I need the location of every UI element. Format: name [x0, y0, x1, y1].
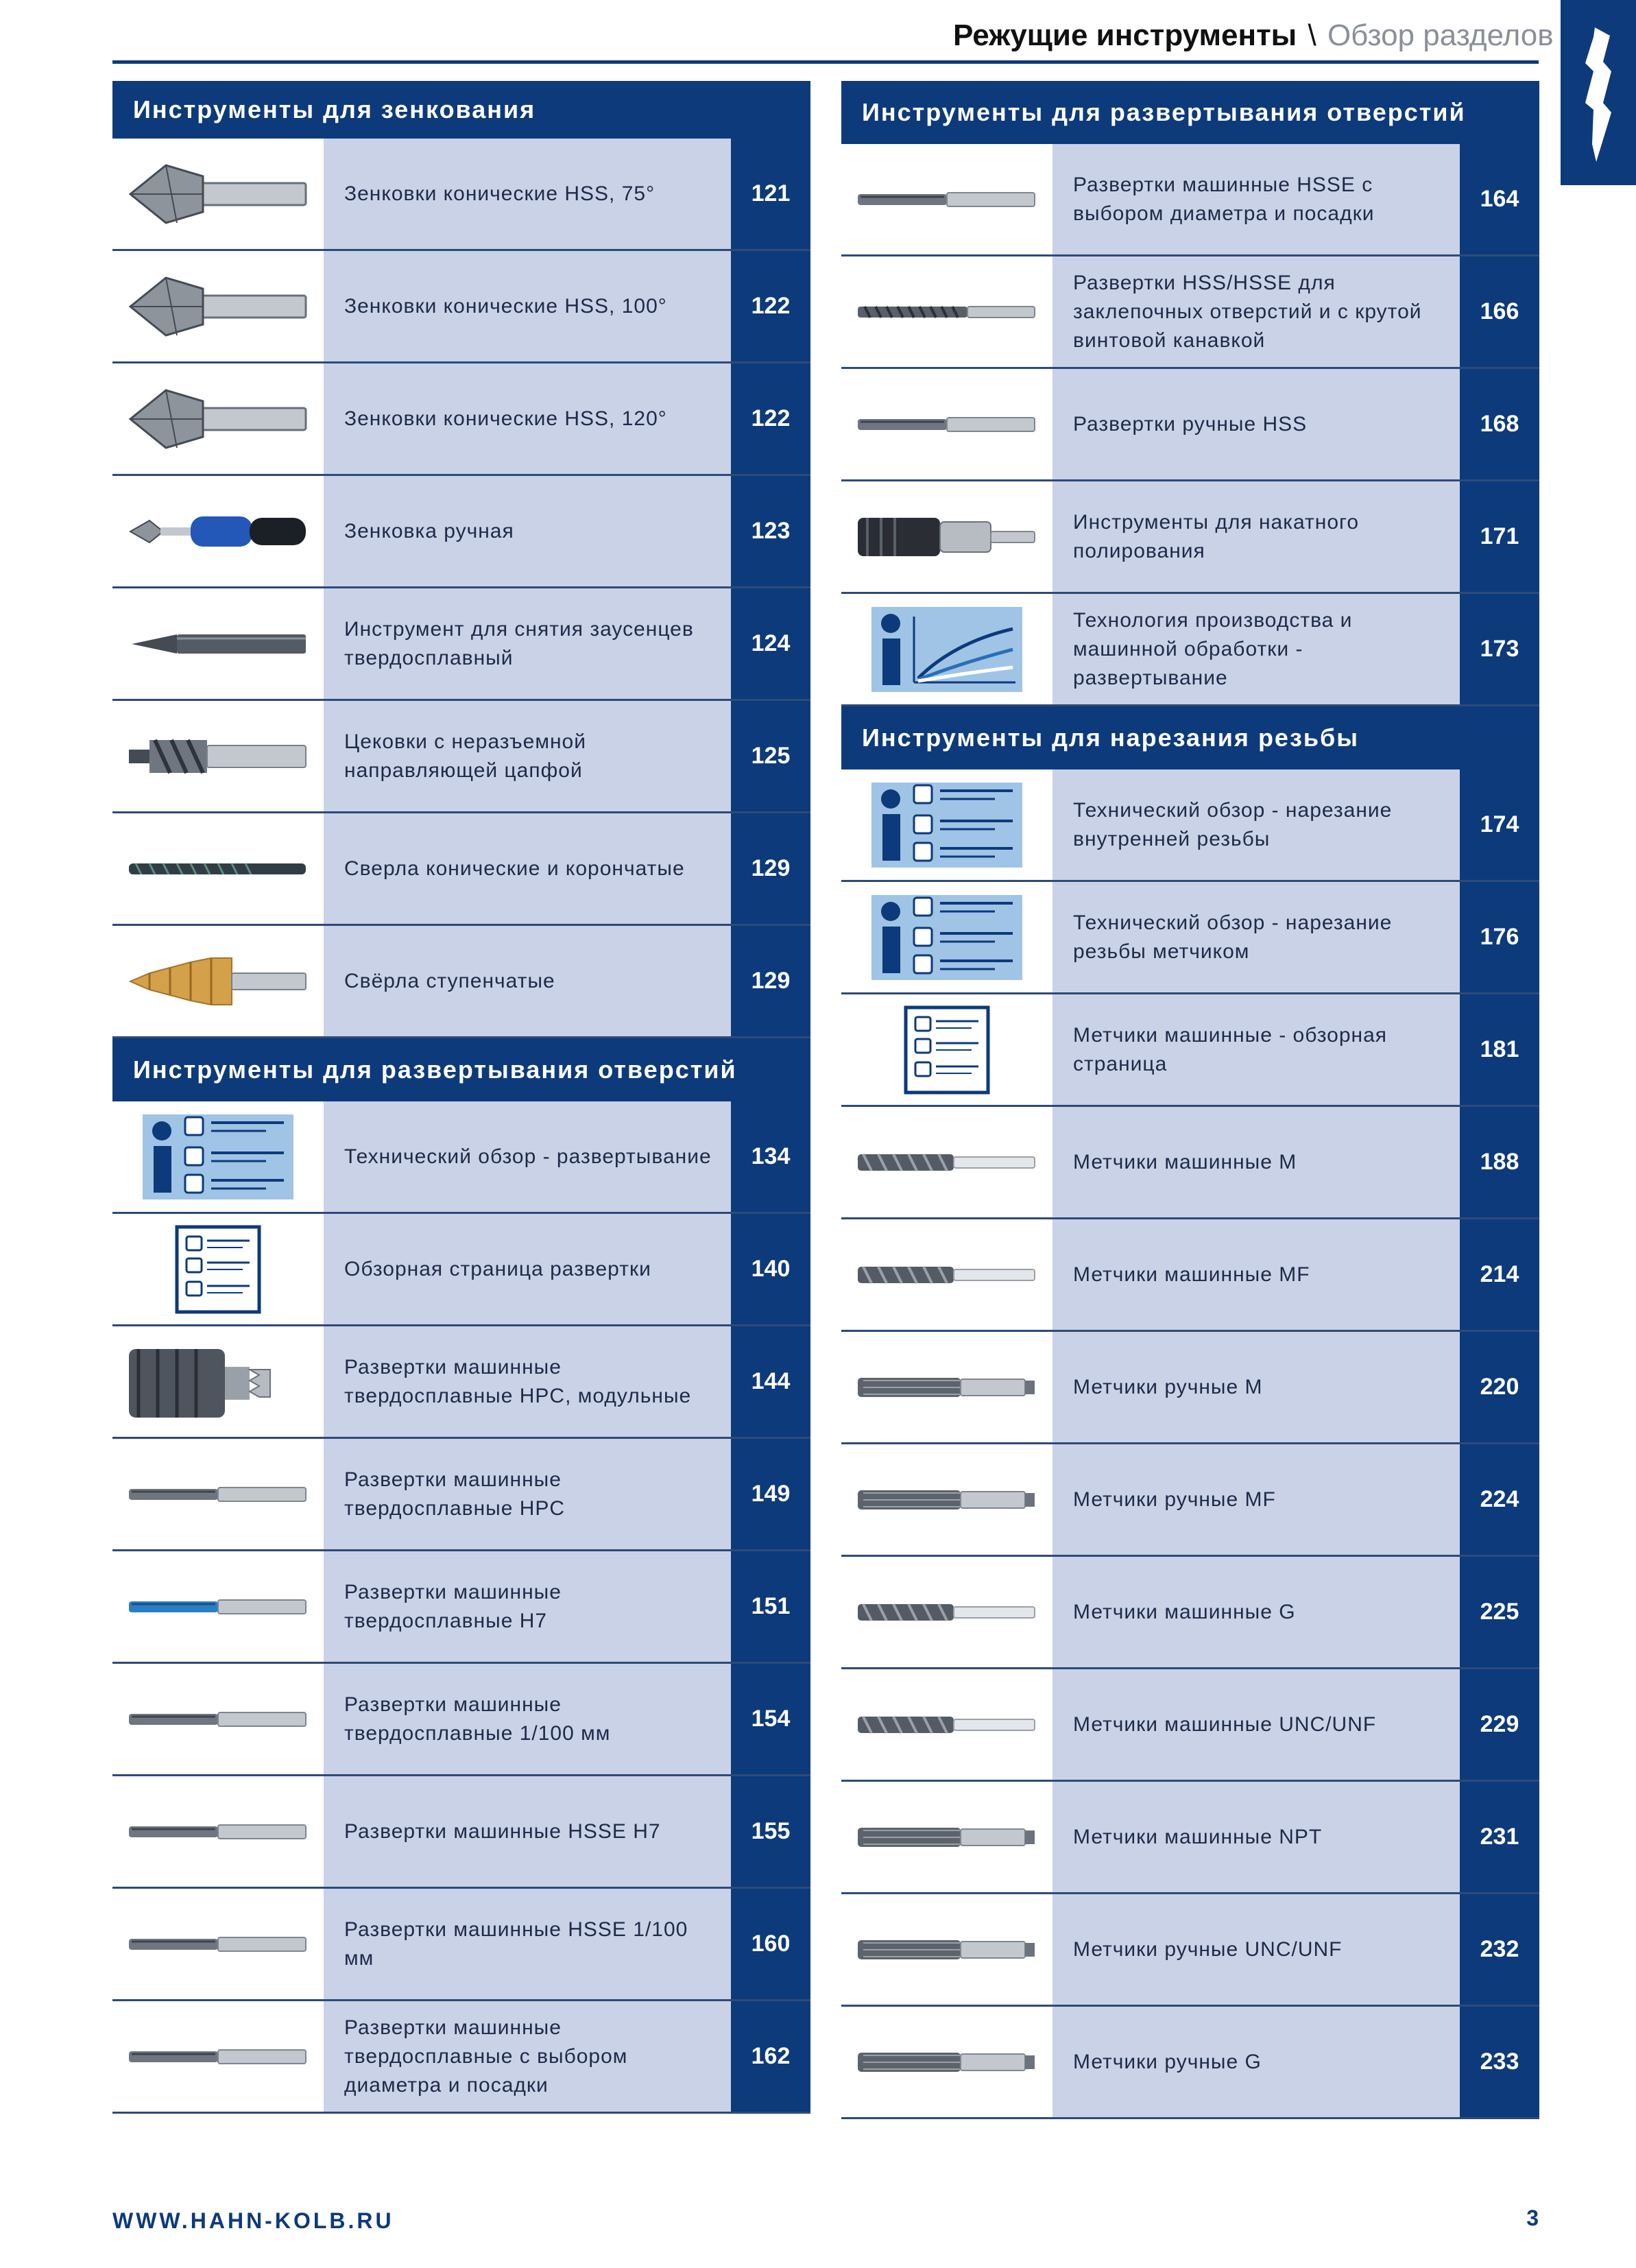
- catalog-row[interactable]: [112, 1101, 810, 1214]
- section-header: Инструменты для развертывания отверстий: [112, 1038, 810, 1101]
- catalog-row[interactable]: [112, 813, 810, 926]
- catalog-row[interactable]: [841, 256, 1539, 369]
- product-image: [112, 1101, 324, 1212]
- product-label: Метчики машинные - обзорная страница: [1052, 994, 1460, 1105]
- product-image: [841, 769, 1052, 880]
- product-image: [841, 994, 1052, 1105]
- page-ref[interactable]: 154: [731, 1664, 810, 1774]
- hand-tap-icon: [851, 1789, 1043, 1885]
- product-label: Инструмент для снятия заусенцев твердосплавный: [324, 588, 731, 699]
- product-label: Метчики машинные М: [1052, 1107, 1460, 1217]
- product-image: [112, 1776, 324, 1887]
- product-image: [841, 369, 1052, 479]
- spiral-reamer-icon: [851, 264, 1043, 360]
- page-header: [953, 15, 1554, 56]
- page-ref[interactable]: 129: [731, 926, 810, 1036]
- catalog-row[interactable]: [112, 1439, 810, 1551]
- product-label: Метчики ручные М: [1052, 1332, 1460, 1442]
- product-label: Развертки машинные твердосплавные с выбором диаметра и посадки: [324, 2001, 731, 2112]
- reamer-icon: [122, 2009, 314, 2105]
- page-ref[interactable]: 155: [731, 1776, 810, 1887]
- catalog-row[interactable]: [841, 594, 1539, 706]
- catalog-row[interactable]: [841, 1444, 1539, 1557]
- step-drill-icon: [122, 933, 314, 1029]
- left-column: [112, 81, 810, 2114]
- product-image: [112, 701, 324, 811]
- product-image: [112, 2001, 324, 2112]
- page-ref[interactable]: 232: [1460, 1894, 1539, 2005]
- catalog-row[interactable]: [112, 1214, 810, 1326]
- page-number: 3: [1526, 2206, 1539, 2230]
- product-image: [841, 1107, 1052, 1217]
- catalog-row[interactable]: [112, 1664, 810, 1776]
- roller-burnishing-icon: [851, 489, 1043, 585]
- page-ref[interactable]: 173: [1460, 594, 1539, 704]
- page-ref[interactable]: 231: [1460, 1782, 1539, 1892]
- counterbore-icon: [122, 708, 314, 804]
- reamer-icon: [122, 1671, 314, 1767]
- page-ref[interactable]: 224: [1460, 1444, 1539, 1555]
- catalog-row[interactable]: [841, 1669, 1539, 1782]
- product-label: Технический обзор - нарезание внутренней резьбы: [1052, 769, 1460, 880]
- drill-icon: [122, 821, 314, 917]
- catalog-row[interactable]: [112, 2001, 810, 2114]
- page-ref[interactable]: 144: [731, 1326, 810, 1437]
- product-label: Развертки ручные HSS: [1052, 369, 1460, 479]
- catalog-row[interactable]: [112, 1551, 810, 1664]
- catalog-row[interactable]: [841, 1557, 1539, 1669]
- product-image: [112, 926, 324, 1036]
- product-image: [112, 1214, 324, 1324]
- product-label: Развертки машинные твердосплавные HPC: [324, 1439, 731, 1549]
- catalog-row[interactable]: [112, 701, 810, 813]
- product-image: [841, 1782, 1052, 1892]
- product-image: [112, 1889, 324, 1999]
- product-image: [841, 2007, 1052, 2117]
- countersink-icon: [122, 146, 314, 242]
- product-label: Метчики ручные MF: [1052, 1444, 1460, 1555]
- product-image: [841, 1557, 1052, 1667]
- product-label: Метчики машинные NPT: [1052, 1782, 1460, 1892]
- product-image: [841, 144, 1052, 254]
- overview-list-icon: [122, 1221, 314, 1317]
- page-ref[interactable]: 129: [731, 813, 810, 924]
- product-image: [841, 481, 1052, 592]
- product-label: Цековки с неразъемной направляющей цапфой: [324, 701, 731, 811]
- catalog-row[interactable]: [841, 769, 1539, 882]
- page-ref[interactable]: 166: [1460, 256, 1539, 367]
- product-label: Сверла конические и корончатые: [324, 813, 731, 924]
- deburring-tool-icon: [122, 596, 314, 692]
- catalog-row[interactable]: [841, 1219, 1539, 1332]
- catalog-row[interactable]: [112, 1889, 810, 2001]
- reamer-icon: [122, 1446, 314, 1542]
- product-label: Зенковки конические HSS, 120°: [324, 363, 731, 474]
- product-label: Развертки машинные HSSE с выбором диаметра и посадки: [1052, 144, 1460, 254]
- page-ref[interactable]: 121: [731, 139, 810, 249]
- product-image: [112, 139, 324, 249]
- section-header: Инструменты для нарезания резьбы: [841, 706, 1539, 769]
- product-image: [841, 1219, 1052, 1330]
- page-ref[interactable]: 149: [731, 1439, 810, 1549]
- catalog-row[interactable]: [112, 1776, 810, 1889]
- page-ref[interactable]: 188: [1460, 1107, 1539, 1217]
- product-image: [112, 363, 324, 474]
- product-label: Метчики ручные G: [1052, 2007, 1460, 2117]
- overview-list-icon: [851, 1002, 1043, 1098]
- chapter-tab: [1561, 0, 1636, 185]
- hand-tap-icon: [851, 1452, 1043, 1548]
- reamer-icon: [122, 1896, 314, 1992]
- page-ref[interactable]: 123: [731, 476, 810, 586]
- info-chart-icon: [851, 601, 1043, 697]
- page-ref[interactable]: 214: [1460, 1219, 1539, 1330]
- tap-icon: [851, 1677, 1043, 1773]
- right-column: [841, 81, 1539, 2119]
- countersink-icon: [122, 371, 314, 467]
- header-rule: [112, 60, 1539, 64]
- section-header: Инструменты для развертывания отверстий: [841, 81, 1539, 144]
- catalog-row[interactable]: [841, 1332, 1539, 1444]
- page-ref[interactable]: 174: [1460, 769, 1539, 880]
- catalog-row[interactable]: [112, 588, 810, 701]
- header-separator: \: [1308, 19, 1316, 52]
- catalog-row[interactable]: [112, 926, 810, 1038]
- tap-icon: [851, 1114, 1043, 1210]
- info-list-icon: [122, 1109, 314, 1205]
- product-image: [112, 1439, 324, 1549]
- reamer-icon: [851, 377, 1043, 473]
- product-label: Развертки машинные твердосплавные 1/100 мм: [324, 1664, 731, 1774]
- page-ref[interactable]: 122: [731, 251, 810, 361]
- product-label: Технический обзор - развертывание: [324, 1101, 731, 1212]
- hand-tap-icon: [851, 1902, 1043, 1998]
- product-label: Инструменты для накатного полирования: [1052, 481, 1460, 592]
- catalog-row[interactable]: [112, 476, 810, 588]
- page-ref[interactable]: 160: [731, 1889, 810, 1999]
- blue-reamer-icon: [122, 1559, 314, 1655]
- product-label: Метчики машинные MF: [1052, 1219, 1460, 1330]
- hand-tap-icon: [851, 2014, 1043, 2110]
- page-ref[interactable]: 229: [1460, 1669, 1539, 1780]
- page-ref[interactable]: 176: [1460, 882, 1539, 992]
- product-image: [112, 251, 324, 361]
- hand-countersink-icon: [122, 484, 314, 580]
- section-header: Инструменты для зенкования: [112, 81, 810, 139]
- page-ref[interactable]: 225: [1460, 1557, 1539, 1667]
- page-ref[interactable]: 171: [1460, 481, 1539, 592]
- info-list-icon: [851, 890, 1043, 986]
- page-ref[interactable]: 122: [731, 363, 810, 474]
- product-label: Развертки HSS/HSSE для заклепочных отверстий и с крутой винтовой канавкой: [1052, 256, 1460, 367]
- product-label: Метчики ручные UNC/UNF: [1052, 1894, 1460, 2005]
- product-label: Развертки машинные HSSE H7: [324, 1776, 731, 1887]
- product-label: Обзорная страница развертки: [324, 1214, 731, 1324]
- product-image: [112, 476, 324, 586]
- footer-url[interactable]: WWW.HAHN-KOLB.RU: [112, 2208, 394, 2233]
- product-label: Развертки машинные твердосплавные HPC, модульные: [324, 1326, 731, 1437]
- product-image: [841, 256, 1052, 367]
- modular-reamer-icon: [122, 1334, 314, 1430]
- catalog-row[interactable]: [841, 1107, 1539, 1219]
- catalog-row[interactable]: [841, 144, 1539, 256]
- product-label: Развертки машинные твердосплавные H7: [324, 1551, 731, 1662]
- product-image: [841, 1444, 1052, 1555]
- product-label: Развертки машинные HSSE 1/100 мм: [324, 1889, 731, 1999]
- product-image: [841, 882, 1052, 992]
- product-label: Свёрла ступенчатые: [324, 926, 731, 1036]
- product-label: Метчики машинные UNC/UNF: [1052, 1669, 1460, 1780]
- tap-icon: [851, 1227, 1043, 1323]
- reamer-icon: [851, 152, 1043, 248]
- catalog-row[interactable]: [112, 251, 810, 363]
- drill-bit-icon: [1561, 0, 1636, 185]
- product-image: [841, 1894, 1052, 2005]
- product-label: Зенковка ручная: [324, 476, 731, 586]
- page-ref[interactable]: 125: [731, 701, 810, 811]
- header-subtitle: Обзор разделов: [1327, 19, 1554, 52]
- product-image: [841, 594, 1052, 704]
- product-image: [841, 1332, 1052, 1442]
- catalog-row[interactable]: [841, 481, 1539, 594]
- product-image: [112, 588, 324, 699]
- reamer-icon: [122, 1784, 314, 1880]
- page-ref[interactable]: 140: [731, 1214, 810, 1324]
- product-label: Зенковки конические HSS, 75°: [324, 139, 731, 249]
- catalog-row[interactable]: [841, 1894, 1539, 2007]
- catalog-row[interactable]: [841, 994, 1539, 1107]
- catalog-row[interactable]: [841, 2007, 1539, 2119]
- hand-tap-icon: [851, 1339, 1043, 1435]
- page-ref[interactable]: 181: [1460, 994, 1539, 1105]
- product-image: [112, 1326, 324, 1437]
- catalog-row[interactable]: [841, 1782, 1539, 1894]
- catalog-row[interactable]: [112, 1326, 810, 1439]
- page-ref[interactable]: 162: [731, 2001, 810, 2112]
- tap-icon: [851, 1564, 1043, 1660]
- page-ref[interactable]: 220: [1460, 1332, 1539, 1442]
- product-image: [112, 813, 324, 924]
- product-image: [112, 1551, 324, 1662]
- page-ref[interactable]: 164: [1460, 144, 1539, 254]
- product-label: Технический обзор - нарезание резьбы метчиком: [1052, 882, 1460, 992]
- product-image: [112, 1664, 324, 1774]
- product-label: Зенковки конические HSS, 100°: [324, 251, 731, 361]
- catalog-row[interactable]: [112, 363, 810, 476]
- product-label: Метчики машинные G: [1052, 1557, 1460, 1667]
- page-ref[interactable]: 124: [731, 588, 810, 699]
- catalog-row[interactable]: [841, 882, 1539, 994]
- catalog-row[interactable]: [112, 139, 810, 251]
- page-ref[interactable]: 151: [731, 1551, 810, 1662]
- product-image: [841, 1669, 1052, 1780]
- page-ref[interactable]: 134: [731, 1101, 810, 1212]
- product-label: Технология производства и машинной обработки - развертывание: [1052, 594, 1460, 704]
- countersink-icon: [122, 259, 314, 355]
- info-list-icon: [851, 777, 1043, 873]
- page-ref[interactable]: 168: [1460, 369, 1539, 479]
- page-ref[interactable]: 233: [1460, 2007, 1539, 2117]
- header-title: Режущие инструменты: [953, 19, 1297, 52]
- catalog-row[interactable]: [841, 369, 1539, 481]
